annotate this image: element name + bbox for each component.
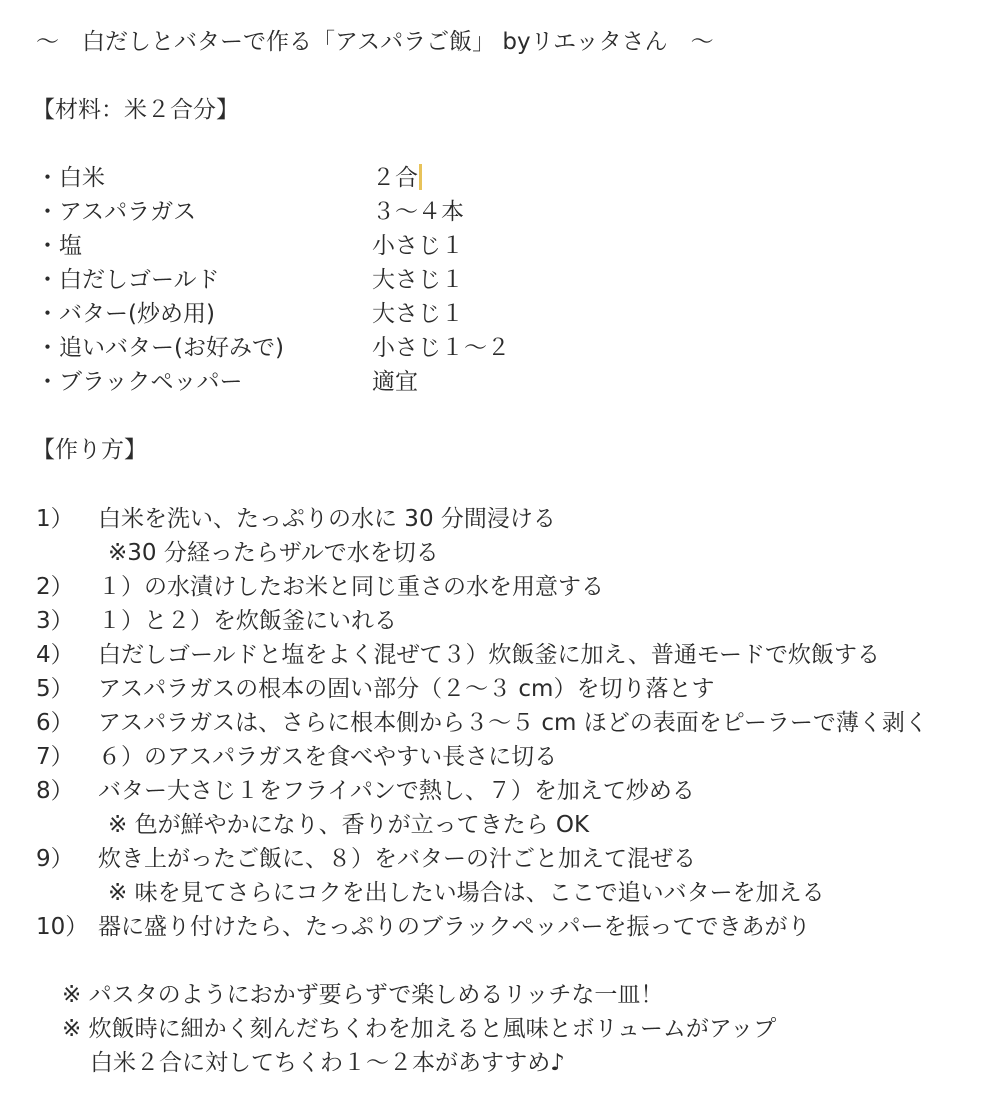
step-text: アスパラガスの根本の固い部分（２〜３ cm）を切り落とす — [98, 676, 715, 702]
step-number: 8） — [36, 778, 74, 804]
step-text: 炊き上がったご飯に、８）をバターの汁ごと加えて混ぜる — [98, 846, 696, 872]
ingredient-name: ・塩 — [36, 233, 82, 259]
step-number: 5） — [36, 676, 74, 702]
step-number: 1） — [36, 506, 74, 532]
step-text: ６）のアスパラガスを食べやすい長さに切る — [98, 744, 558, 770]
footnote: ※ 炊飯時に細かく刻んだちくわを加えると風味とボリュームがアップ — [62, 1016, 777, 1042]
step-text: 器に盛り付けたら、たっぷりのブラックペッパーを振ってできあがり — [98, 914, 811, 940]
document-title: 〜 白だしとバターで作る「アスパラご飯」 byリエッタさん 〜 — [36, 29, 714, 55]
ingredient-name: ・バター(炒め用) — [36, 301, 215, 327]
step-note: ※30 分経ったらザルで水を切る — [108, 540, 439, 566]
step-text: １）と２）を炊飯釜にいれる — [98, 608, 397, 634]
step-text: バター大さじ１をフライパンで熱し、７）を加えて炒める — [98, 778, 695, 804]
step-number: 3） — [36, 608, 74, 634]
ingredient-quantity-text: ２合 — [372, 165, 418, 191]
step-text: １）の水漬けしたお米と同じ重さの水を用意する — [98, 574, 604, 600]
ingredients-heading: 【材料：米２合分】 — [32, 97, 239, 123]
ingredient-quantity — [372, 163, 422, 193]
ingredient-name: ・ブラックペッパー — [36, 369, 243, 395]
ingredient-quantity: ３〜４本 — [372, 199, 464, 225]
step-note: ※ 色が鮮やかになり、香りが立ってきたら OK — [108, 812, 590, 838]
step-number: 6） — [36, 710, 74, 736]
ingredient-quantity: 大さじ１ — [372, 301, 464, 327]
ingredient-name: ・白米 — [36, 165, 105, 191]
method-heading: 【作り方】 — [32, 437, 147, 463]
ingredient-quantity: 適宜 — [372, 369, 418, 395]
ingredient-name: ・追いバター(お好みで) — [36, 335, 284, 361]
ingredient-name: ・アスパラガス — [36, 199, 197, 225]
ingredient-name: ・白だしゴールド — [36, 267, 220, 293]
ingredient-quantity: 小さじ１ — [372, 233, 464, 259]
ingredient-quantity: 小さじ１〜２ — [372, 335, 510, 361]
ingredient-quantity: 大さじ１ — [372, 267, 464, 293]
step-number: 10） — [36, 914, 89, 940]
step-number: 9） — [36, 846, 74, 872]
footnote: ※ パスタのようにおかず要らずで楽しめるリッチな一皿！ — [62, 982, 664, 1008]
footnote-continuation: 白米２合に対してちくわ１〜２本があすすめ♪ — [90, 1050, 565, 1076]
step-number: 2） — [36, 574, 74, 600]
step-number: 7） — [36, 744, 74, 770]
step-note: ※ 味を見てさらにコクを出したい場合は、ここで追いバターを加える — [108, 880, 825, 906]
text-cursor — [419, 164, 422, 190]
step-number: 4） — [36, 642, 74, 668]
step-text: 白だしゴールドと塩をよく混ぜて３）炊飯釜に加え、普通モードで炊飯する — [98, 642, 880, 668]
step-text: 白米を洗い、たっぷりの水に 30 分間浸ける — [98, 506, 556, 532]
step-text: アスパラガスは、さらに根本側から３〜５ cm ほどの表面をピーラーで薄く剥く — [98, 710, 928, 736]
